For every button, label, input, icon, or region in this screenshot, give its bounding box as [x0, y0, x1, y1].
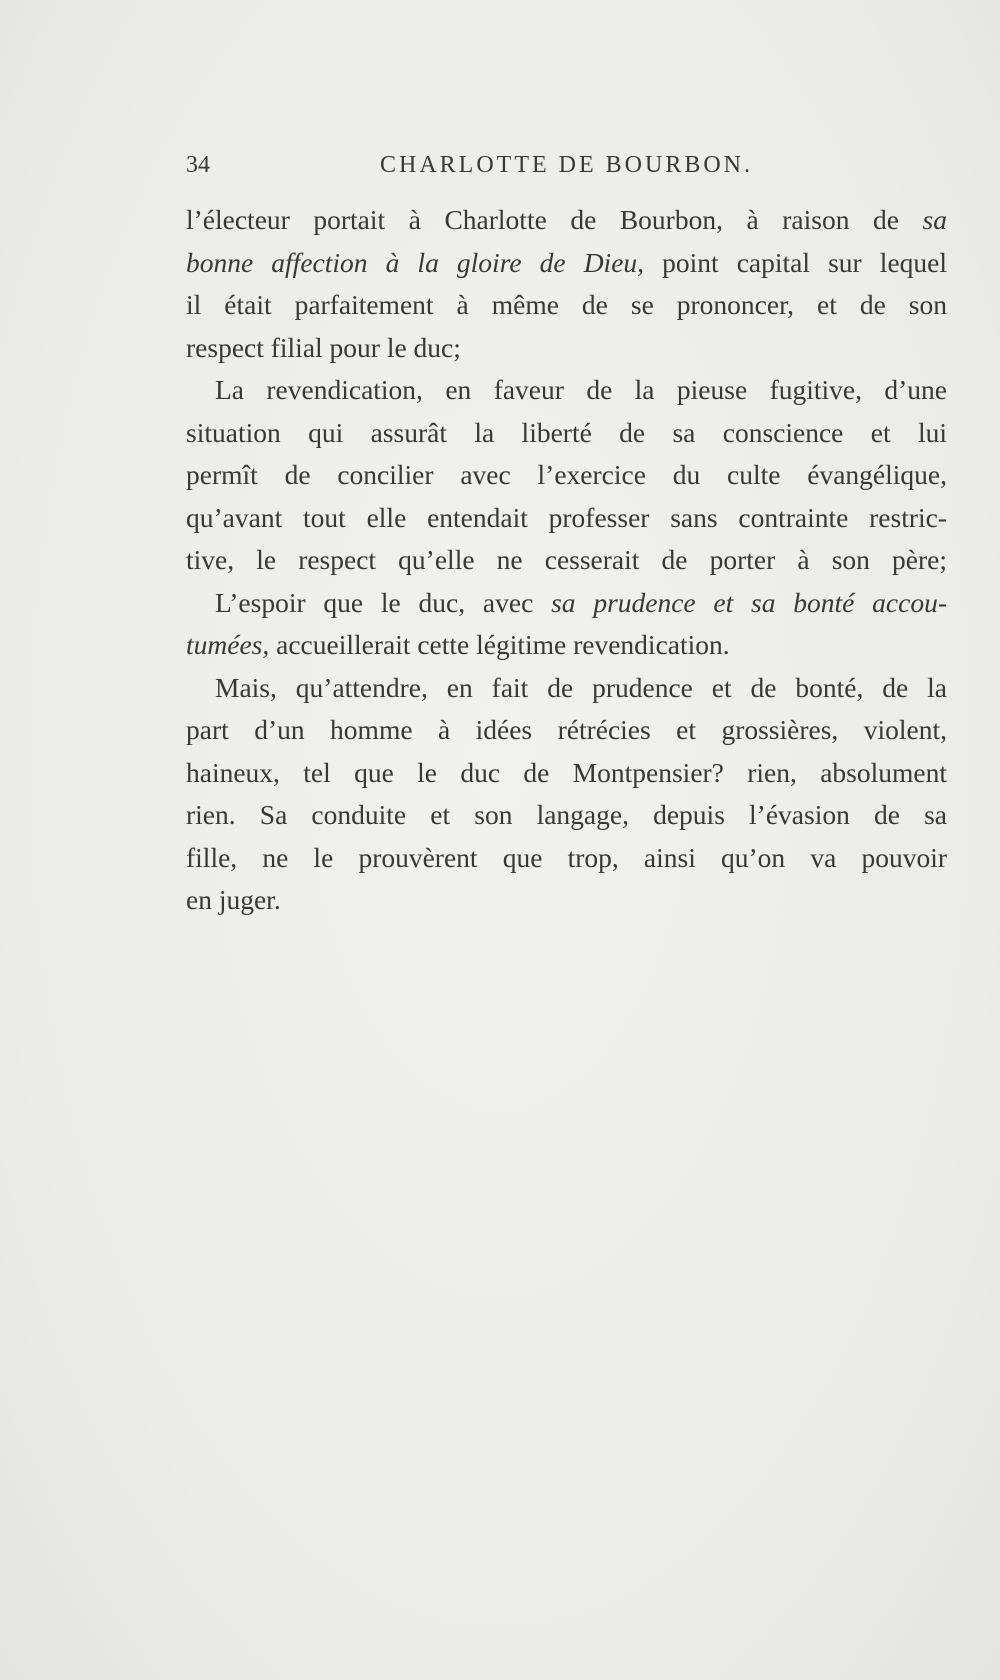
italic-text: tumées, — [186, 629, 270, 660]
text-segment: accueillerait cette légitime revendication. — [269, 629, 730, 660]
text-segment: rien. Sa conduite et son langage, depuis l’évasion de sa — [186, 799, 947, 830]
text-segment: tive, le respect qu’elle ne cesserait de porter à son père; — [186, 544, 947, 575]
text-segment: l’électeur portait à Charlotte de Bourbon, à raison de — [186, 204, 923, 235]
text-line — [186, 582, 947, 625]
italic-text: sa prudence et sa bonté accou- — [551, 586, 947, 618]
text-segment: Mais, qu’attendre, en fait de prudence et de bonté, de la — [215, 671, 947, 703]
text-line — [186, 199, 947, 242]
text-line — [186, 497, 947, 540]
body-text — [186, 199, 947, 922]
running-head — [186, 152, 947, 188]
text-segment: respect filial pour le duc; — [186, 331, 461, 363]
text-segment: en juger. — [186, 884, 281, 915]
text-line — [186, 539, 947, 582]
text-line — [186, 454, 947, 497]
text-line — [186, 752, 947, 795]
text-segment: L’espoir que le duc, avec — [215, 586, 552, 618]
text-line — [186, 412, 947, 455]
text-line — [186, 369, 947, 412]
italic-text: bonne affection à la gloire de Dieu, — [186, 246, 645, 278]
text-line — [186, 284, 947, 327]
text-segment: qu’avant tout elle entendait professer sans contrainte restric- — [186, 501, 947, 533]
text-line — [186, 794, 947, 837]
text-line — [186, 879, 947, 922]
text-segment: part d’un homme à idées rétrécies et grossières, violent, — [186, 714, 947, 745]
running-title: CHARLOTTE DE BOURBON. — [380, 152, 753, 178]
text-line — [186, 837, 947, 880]
text-line — [186, 667, 947, 710]
text-line — [186, 327, 947, 370]
text-segment: haineux, tel que le duc de Montpensier? rien, absolument — [186, 756, 947, 788]
page-number: 34 — [186, 152, 210, 178]
text-segment: il était parfaitement à même de se prononcer, et de son — [186, 289, 947, 320]
text-segment: situation qui assurât la liberté de sa conscience et lui — [186, 416, 947, 448]
italic-text: sa — [922, 204, 947, 235]
text-line — [186, 242, 947, 285]
text-segment: fille, ne le prouvèrent que trop, ainsi qu’on va pouvoir — [186, 841, 947, 873]
text-line — [186, 709, 947, 752]
text-line — [186, 624, 947, 667]
text-segment: La revendication, en faveur de la pieuse fugitive, d’une — [215, 374, 947, 405]
text-segment: point capital sur lequel — [644, 246, 947, 278]
text-segment: permît de concilier avec l’exercice du culte évangélique, — [186, 459, 947, 490]
